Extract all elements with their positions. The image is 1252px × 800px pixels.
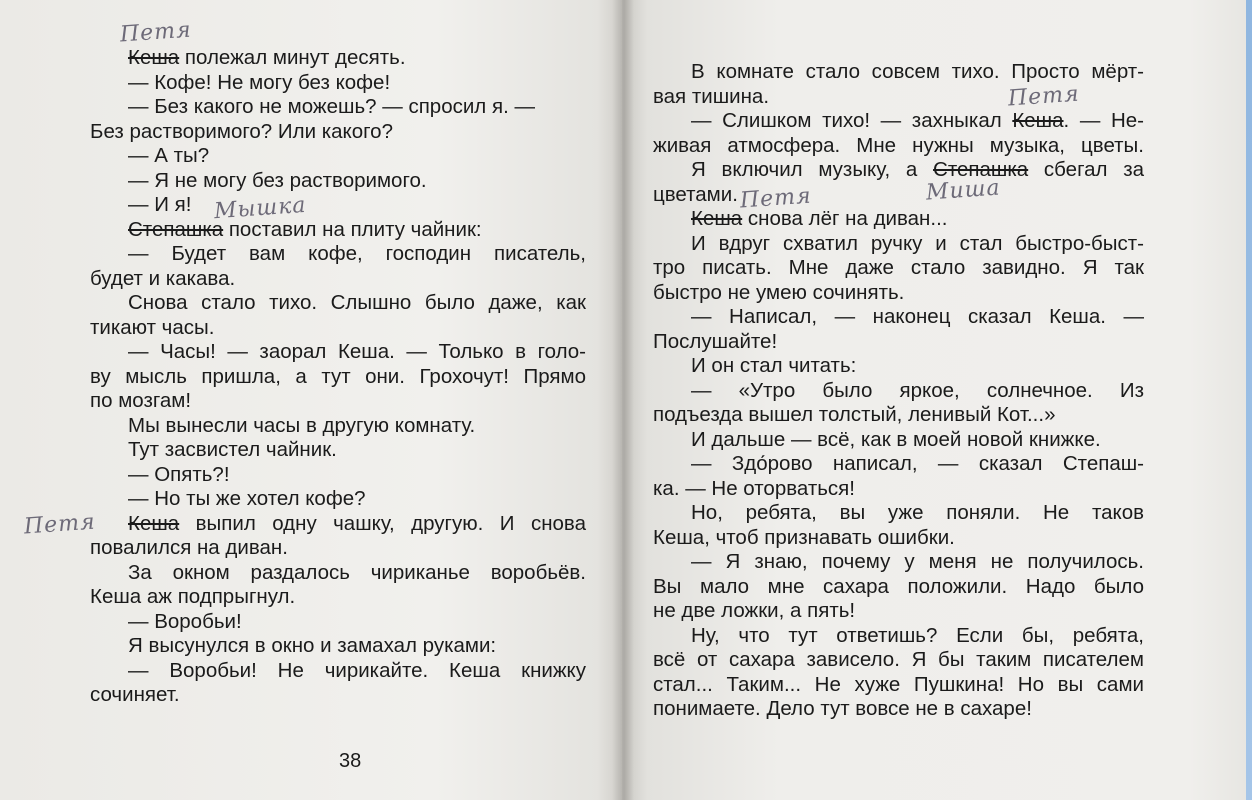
text-line <box>653 256 1144 281</box>
line-text: подъезда вышел толстый, ленивый Кот...» <box>653 403 1056 426</box>
text-line <box>653 354 1144 379</box>
handwritten-annotation: Петя <box>23 509 97 540</box>
text-line <box>90 683 586 708</box>
right-page-text <box>653 60 1144 722</box>
line-text: не две ложки, а пять! <box>653 599 856 622</box>
line-text: Снова стало тихо. Слышно было даже, как <box>128 291 586 314</box>
line-text: будет и какава. <box>90 266 236 290</box>
page-edge <box>1246 0 1252 800</box>
text-line <box>90 389 586 414</box>
text-line <box>653 575 1144 600</box>
line-text: быстро не умею сочинять. <box>653 280 905 304</box>
line-text: сбегал за <box>1028 158 1144 181</box>
text-line <box>90 169 586 194</box>
handwritten-annotation: Мышка <box>213 192 308 225</box>
text-line <box>90 536 586 561</box>
handwritten-annotation: Петя <box>739 183 813 214</box>
text-line <box>90 193 586 218</box>
text-line <box>90 585 586 610</box>
line-text: повалился на диван. <box>90 536 288 559</box>
text-line <box>653 60 1144 85</box>
line-text: — Слишком тихо! — захныкал <box>691 109 1013 132</box>
line-text: В комнате стало совсем тихо. Просто мёрт- <box>691 60 1144 83</box>
text-line <box>90 291 586 316</box>
text-line <box>90 242 586 267</box>
line-text: живая атмосфера. Мне нужны музыка, цветы. <box>653 133 1144 157</box>
line-text: — Без какого не можешь? — спросил я. — <box>128 95 535 118</box>
line-text: — Опять?! <box>128 462 230 486</box>
text-line <box>90 512 586 537</box>
text-line <box>90 144 586 169</box>
line-text: Я высунулся в окно и замахал руками: <box>128 634 497 657</box>
text-line <box>653 673 1144 698</box>
struck-name: Степашка <box>933 158 1029 181</box>
line-text: — И я! <box>128 193 192 216</box>
left-page <box>0 0 622 800</box>
text-line <box>90 120 586 145</box>
line-text: полежал минут десять. <box>179 46 406 69</box>
line-text: И он стал читать: <box>691 354 857 377</box>
text-line <box>653 501 1144 526</box>
right-page <box>622 0 1252 800</box>
line-text: по мозгам! <box>90 389 192 412</box>
line-text: — Кофе! Не могу без кофе! <box>128 70 391 94</box>
struck-name: Кеша <box>128 46 180 69</box>
struck-name: Кеша <box>691 207 743 230</box>
line-text: Вы мало мне сахара положили. Надо было <box>653 574 1144 598</box>
text-line <box>653 379 1144 404</box>
text-line <box>90 340 586 365</box>
text-line <box>90 316 586 341</box>
struck-name: Кеша <box>1012 109 1064 132</box>
line-text: снова лёг на диван... <box>742 207 948 230</box>
line-text: сочиняет. <box>90 683 180 706</box>
left-page-text <box>90 46 586 708</box>
line-text: поставил на плиту чайник: <box>223 217 482 241</box>
text-line <box>90 46 586 71</box>
text-line <box>90 610 586 635</box>
line-text: — Здо́рово написал, — сказал Степаш- <box>691 452 1144 475</box>
line-text: понимаете. Дело тут вовсе не в сахаре! <box>653 697 1032 720</box>
line-text: — Воробьи! Не чирикайте. Кеша книжку <box>128 658 586 682</box>
line-text: Но, ребята, вы уже поняли. Не таков <box>691 501 1144 524</box>
text-line <box>653 232 1144 257</box>
handwritten-annotation: Петя <box>119 17 193 48</box>
line-text: Кеша, чтоб признавать ошибки. <box>653 525 955 549</box>
text-line <box>653 526 1144 551</box>
line-text: Послушайте! <box>653 329 778 353</box>
line-text: стал... Таким... Не хуже Пушкина! Но вы сами <box>653 672 1144 696</box>
line-text: тикают часы. <box>90 315 215 339</box>
text-line <box>653 452 1144 477</box>
text-line <box>90 463 586 488</box>
line-text: цветами. <box>653 182 738 206</box>
book-gutter <box>612 0 634 800</box>
line-text: Мы вынесли часы в другую комнату. <box>128 413 476 437</box>
text-line <box>90 267 586 292</box>
line-text: вая тишина. <box>653 84 770 108</box>
line-text: И дальше — всё, как в моей новой книжке. <box>691 427 1101 451</box>
text-line <box>90 414 586 439</box>
line-text: Ну, что тут ответишь? Если бы, ребята, <box>691 623 1144 647</box>
text-line <box>653 697 1144 722</box>
line-text: — А ты? <box>128 144 210 167</box>
line-text: — Но ты же хотел кофе? <box>128 487 366 510</box>
text-line <box>653 183 1144 208</box>
line-text: Я включил музыку, а <box>691 158 934 181</box>
text-line <box>90 95 586 120</box>
line-text: — Воробьи! <box>128 609 242 633</box>
line-text: . — Не- <box>1063 109 1144 132</box>
text-line <box>90 659 586 684</box>
text-line <box>90 487 586 512</box>
text-line <box>90 634 586 659</box>
text-line <box>653 158 1144 183</box>
text-line <box>90 561 586 586</box>
text-line <box>90 365 586 390</box>
line-text: — Часы! — заорал Кеша. — Только в голо- <box>128 340 586 363</box>
struck-name: Кеша <box>128 511 180 535</box>
handwritten-annotation: Петя <box>1007 81 1081 112</box>
text-line <box>653 330 1144 355</box>
text-line <box>90 218 586 243</box>
text-line <box>653 550 1144 575</box>
page-number: 38 <box>339 750 362 772</box>
text-line <box>653 648 1144 673</box>
line-text: Тут засвистел чайник. <box>128 438 337 461</box>
line-text: Без растворимого? Или какого? <box>90 119 393 143</box>
line-text: — Будет вам кофе, господин писатель, <box>128 242 586 265</box>
text-line <box>653 281 1144 306</box>
line-text: Кеша аж подпрыгнул. <box>90 585 296 608</box>
handwritten-annotation: Миша <box>925 175 1002 206</box>
line-text: тро писать. Мне даже стало завидно. Я так <box>653 256 1144 279</box>
line-text: — Написал, — наконец сказал Кеша. — <box>691 305 1144 328</box>
text-line <box>653 428 1144 453</box>
struck-name: Степашка <box>128 217 224 241</box>
line-text: всё от сахара зависело. Я бы таким писателем <box>653 648 1144 671</box>
text-line <box>90 438 586 463</box>
text-line <box>653 207 1144 232</box>
line-text: И вдруг схватил ручку и стал быстро-быст- <box>691 231 1144 255</box>
text-line <box>90 71 586 96</box>
text-line <box>653 477 1144 502</box>
line-text: ка. — Не оторваться! <box>653 476 855 500</box>
text-line <box>653 403 1144 428</box>
text-line <box>653 599 1144 624</box>
text-line <box>653 134 1144 159</box>
text-line <box>653 109 1144 134</box>
line-text: — Я знаю, почему у меня не получилось. <box>691 550 1144 573</box>
line-text: — Я не могу без растворимого. <box>128 168 427 192</box>
text-line <box>653 624 1144 649</box>
text-line <box>653 305 1144 330</box>
line-text: — «Утро было яркое, солнечное. Из <box>691 378 1144 402</box>
line-text: выпил одну чашку, другую. И снова <box>179 511 586 535</box>
line-text: ву мысль пришла, а тут они. Грохочут! Прямо <box>90 364 586 388</box>
line-text: За окном раздалось чириканье воробьёв. <box>128 560 586 584</box>
